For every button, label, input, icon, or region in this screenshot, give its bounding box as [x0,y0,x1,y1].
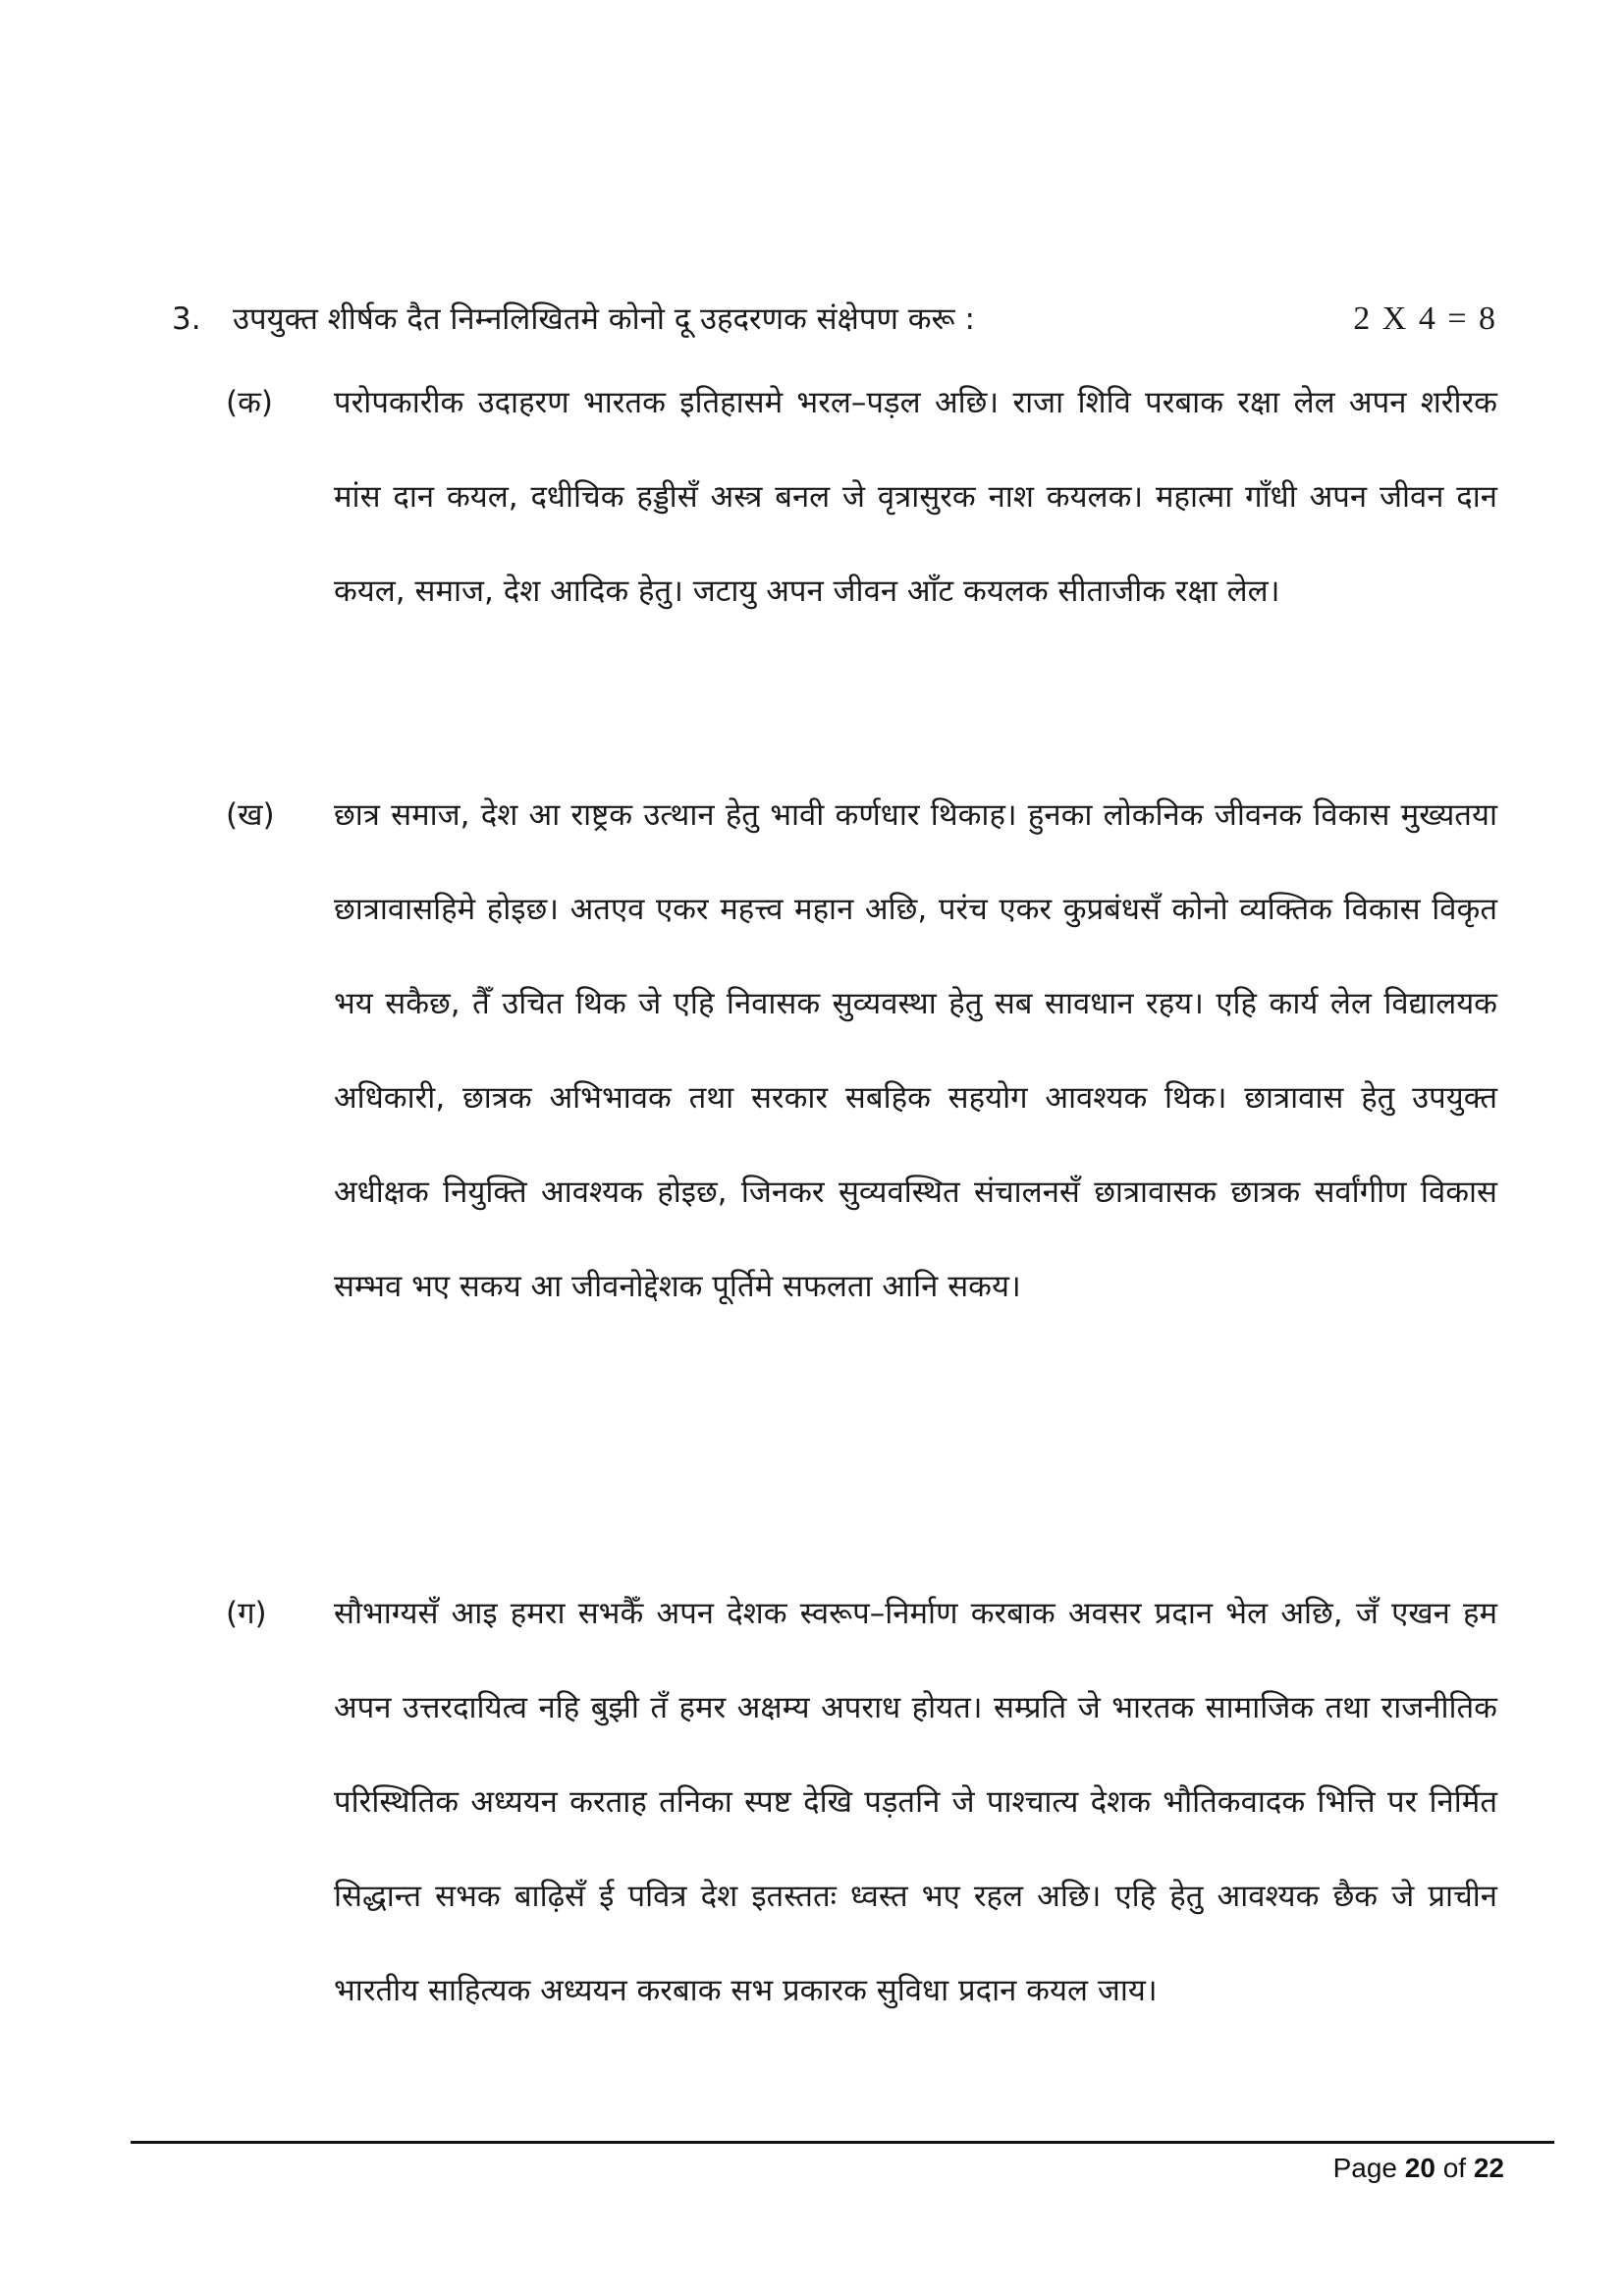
question-number: 3. [172,301,201,337]
question-marks: 2 X 4 = 8 [1353,301,1497,337]
passage-label: (ग) [226,1596,267,1631]
of-word: of [1442,2153,1467,2183]
current-page: 20 [1404,2153,1435,2183]
total-pages: 22 [1473,2153,1504,2183]
page-word: Page [1332,2153,1397,2183]
passage-text: परोपकारीक उदाहरण भारतक इतिहासमे भरल–पड़ल अछि। राजा शिवि परबाक रक्षा लेल अपन शरीरक मांस दान कयल, दधीचिक हड्डीसँ अस्त्र बनल जे वृत्रासुरक नाश कयलक। महात्मा गाँधी अपन जीवन दान कयल, समाज, देश आदिक हेतु। जटायु अपन जीवन आँट कयलक सीताजीक रक्षा लेल। [334,385,1497,609]
footer-divider [131,2141,1554,2144]
page-number [1333,2151,1504,2186]
passage-label: (ख) [226,797,275,833]
passage-text: छात्र समाज, देश आ राष्ट्रक उत्थान हेतु भावी कर्णधार थिकाह। हुनका लोकनिक जीवनक विकास मुख्यतया छात्रावासहिमे होइछ। अतएव एकर महत्त्व महान अछि, परंच एकर कुप्रबंधसँ कोनो व्यक्तिक विकास विकृत भय सकैछ, तैँ उचित थिक जे एहि निवासक सुव्यवस्था हेतु सब सावधान रहय। एहि कार्य लेल विद्यालयक अधिकारी, छात्रक अभिभावक तथा सरकार सबहिक सहयोग आवश्यक थिक। छात्रावास हेतु उपयुक्त अधीक्षक नियुक्ति आवश्यक होइछ, जिनकर सुव्यवस्थित संचालनसँ छात्रावासक छात्रक सर्वांगीण विकास सम्भव भए सकय आ जीवनोद्देशक पूर्तिमे सफलता आनि सकय। [334,797,1497,1304]
question-header [172,295,1497,344]
passage-text: सौभाग्यसँ आइ हमरा सभकैँ अपन देशक स्वरूप–निर्माण करबाक अवसर प्रदान भेल अछि, जँ एखन हम अपन उत्तरदायित्व नहि बुझी तँ हमर अक्षम्य अपराध होयत। सम्प्रति जे भारतक सामाजिक तथा राजनीतिक परिस्थितिक अध्ययन करताह तनिका स्पष्ट देखि पड़तनि जे पाश्चात्य देशक भौतिकवादक भित्ति पर निर्मित सिद्धान्त सभक बाढ़िसँ ई पवित्र देश इतस्ततः ध्वस्त भए रहल अछि। एहि हेतु आवश्यक छैक जे प्राचीन भारतीय साहित्यक अध्ययन करबाक सभ प्रकारक सुविधा प्रदान कयल जाय। [334,1596,1497,2008]
question-instruction: उपयुक्त शीर्षक दैत निम्नलिखितमे कोनो दू उहदरणक संक्षेपण करू : [233,301,975,337]
passage-label: (क) [226,385,273,420]
